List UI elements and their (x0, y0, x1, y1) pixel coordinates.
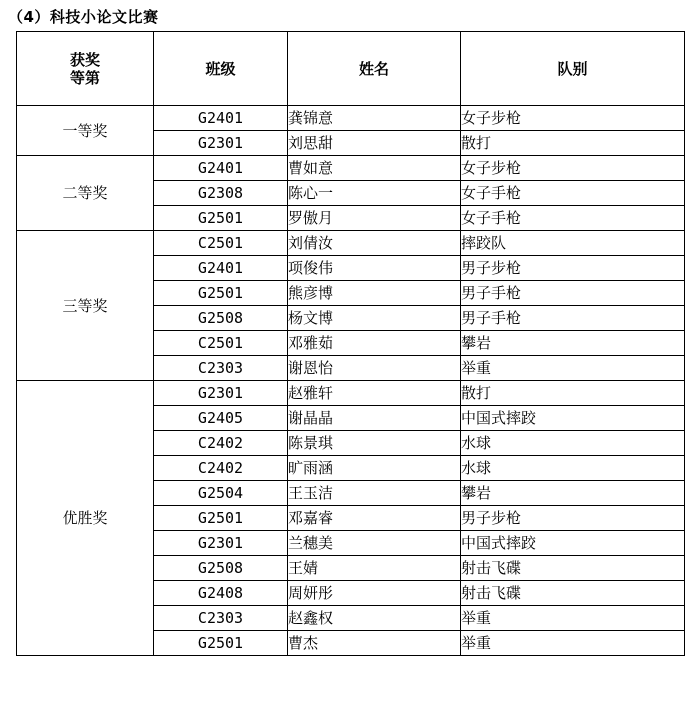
award-tier-cell: 二等奖 (17, 156, 154, 231)
name-cell: 刘思甜 (288, 131, 461, 156)
name-cell: 邓雅茹 (288, 331, 461, 356)
class-cell: G2501 (154, 206, 288, 231)
team-cell: 水球 (461, 431, 685, 456)
class-cell: G2408 (154, 581, 288, 606)
team-cell: 女子手枪 (461, 206, 685, 231)
name-cell: 旷雨涵 (288, 456, 461, 481)
table-body (17, 106, 685, 656)
name-cell: 赵鑫权 (288, 606, 461, 631)
team-cell: 中国式摔跤 (461, 406, 685, 431)
team-cell: 中国式摔跤 (461, 531, 685, 556)
section-title: （4）科技小论文比赛 (8, 8, 159, 26)
name-cell: 陈景琪 (288, 431, 461, 456)
team-cell: 举重 (461, 356, 685, 381)
name-cell: 项俊伟 (288, 256, 461, 281)
class-cell: G2508 (154, 306, 288, 331)
class-cell: C2501 (154, 231, 288, 256)
class-cell: G2401 (154, 156, 288, 181)
name-cell: 刘倩汝 (288, 231, 461, 256)
award-tier-cell: 三等奖 (17, 231, 154, 381)
name-cell: 熊彦博 (288, 281, 461, 306)
header-award-tier: 获奖 等第 (17, 32, 154, 106)
class-cell: G2504 (154, 481, 288, 506)
team-cell: 举重 (461, 606, 685, 631)
name-cell: 周妍彤 (288, 581, 461, 606)
name-cell: 邓嘉睿 (288, 506, 461, 531)
table-row (17, 231, 685, 256)
team-cell: 男子手枪 (461, 281, 685, 306)
class-cell: G2501 (154, 281, 288, 306)
name-cell: 谢晶晶 (288, 406, 461, 431)
team-cell: 摔跤队 (461, 231, 685, 256)
name-cell: 兰穗美 (288, 531, 461, 556)
team-cell: 散打 (461, 381, 685, 406)
class-cell: C2402 (154, 456, 288, 481)
team-cell: 散打 (461, 131, 685, 156)
table-row (17, 381, 685, 406)
awards-table (16, 31, 685, 656)
table-row (17, 156, 685, 181)
class-cell: G2401 (154, 256, 288, 281)
team-cell: 女子步枪 (461, 106, 685, 131)
team-cell: 举重 (461, 631, 685, 656)
team-cell: 女子步枪 (461, 156, 685, 181)
class-cell: C2402 (154, 431, 288, 456)
team-cell: 女子手枪 (461, 181, 685, 206)
class-cell: G2508 (154, 556, 288, 581)
team-cell: 射击飞碟 (461, 581, 685, 606)
name-cell: 曹如意 (288, 156, 461, 181)
team-cell: 男子步枪 (461, 256, 685, 281)
name-cell: 谢恩怡 (288, 356, 461, 381)
name-cell: 罗傲月 (288, 206, 461, 231)
name-cell: 曹杰 (288, 631, 461, 656)
class-cell: G2301 (154, 381, 288, 406)
class-cell: G2501 (154, 506, 288, 531)
name-cell: 杨文博 (288, 306, 461, 331)
team-cell: 攀岩 (461, 331, 685, 356)
class-cell: G2301 (154, 131, 288, 156)
table-header (17, 32, 685, 106)
team-cell: 水球 (461, 456, 685, 481)
header-class: 班级 (154, 32, 288, 106)
name-cell: 王婧 (288, 556, 461, 581)
class-cell: G2301 (154, 531, 288, 556)
team-cell: 射击飞碟 (461, 556, 685, 581)
class-cell: C2501 (154, 331, 288, 356)
header-team: 队别 (461, 32, 685, 106)
class-cell: G2308 (154, 181, 288, 206)
class-cell: G2401 (154, 106, 288, 131)
award-tier-cell: 优胜奖 (17, 381, 154, 656)
class-cell: G2405 (154, 406, 288, 431)
header-row (17, 32, 685, 106)
name-cell: 陈心一 (288, 181, 461, 206)
name-cell: 龚锦意 (288, 106, 461, 131)
header-name: 姓名 (288, 32, 461, 106)
class-cell: C2303 (154, 606, 288, 631)
name-cell: 赵雅轩 (288, 381, 461, 406)
team-cell: 攀岩 (461, 481, 685, 506)
team-cell: 男子手枪 (461, 306, 685, 331)
team-cell: 男子步枪 (461, 506, 685, 531)
name-cell: 王玉洁 (288, 481, 461, 506)
class-cell: C2303 (154, 356, 288, 381)
table-row (17, 106, 685, 131)
award-tier-cell: 一等奖 (17, 106, 154, 156)
class-cell: G2501 (154, 631, 288, 656)
